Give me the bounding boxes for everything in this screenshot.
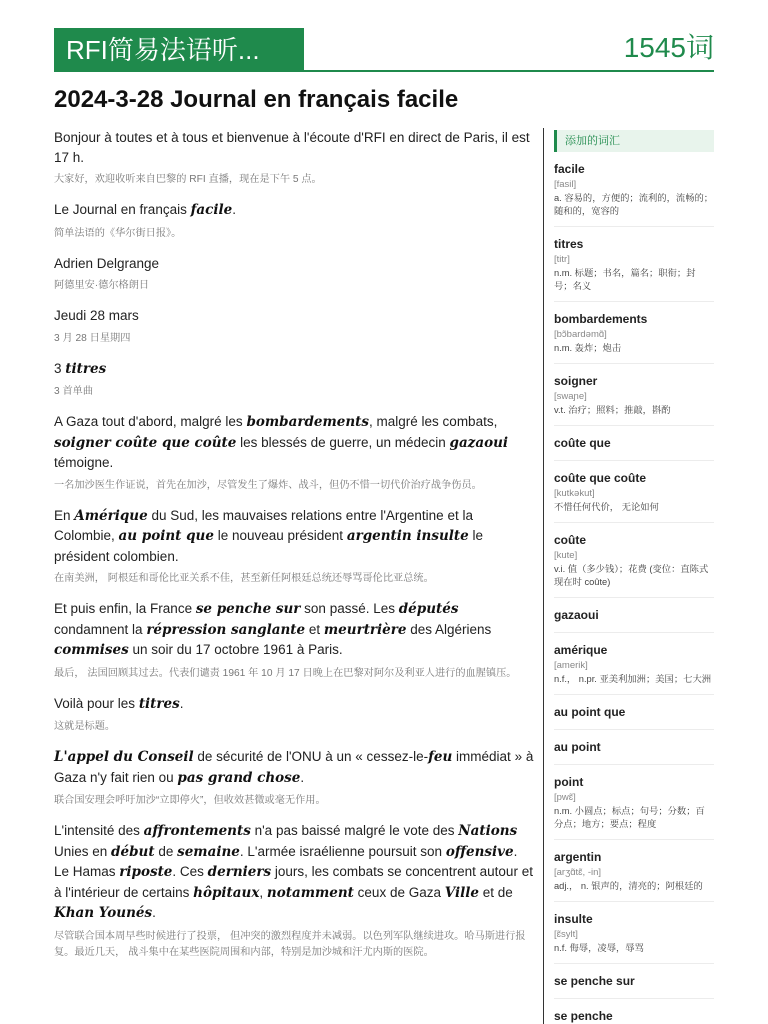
- vocab-word: se penche sur: [554, 974, 635, 988]
- vocab-highlight[interactable]: titres: [65, 360, 107, 377]
- vocab-item[interactable]: [554, 531, 714, 598]
- vocab-highlight[interactable]: pas grand chose: [177, 769, 301, 786]
- vocab-highlight[interactable]: bombardements: [246, 414, 370, 430]
- chinese-translation: 最后， 法国回顾其过去。代表们谴责 1961 年 10 月 17 日晚上在巴黎对阿尔及利亚人进行的血腥镇压。: [54, 667, 517, 679]
- vocab-word: gazaoui: [554, 608, 599, 622]
- chinese-translation: 阿德里安·德尔格朗日: [54, 280, 150, 291]
- chinese-translation: 在南美洲， 阿根廷和哥伦比亚关系不佳，甚至新任阿根廷总统还辱骂哥伦比亚总统。: [54, 573, 434, 584]
- chinese-translation: 联合国安理会呼吁加沙“立即停火”，但收效甚微或毫无作用。: [54, 795, 326, 806]
- text-segment: les blessés de guerre, un médecin: [236, 434, 450, 450]
- vocab-highlight[interactable]: se penche sur: [195, 601, 301, 617]
- vocab-word: soigner: [554, 374, 598, 388]
- vocab-phonetic: [arʒɑ̃tɛ̃, -in]: [554, 867, 602, 878]
- page-title: 2024-3-28 Journal en français facile: [54, 86, 459, 113]
- vocab-item[interactable]: [554, 434, 714, 461]
- text-segment: n'a pas baissé malgré le vote des: [250, 823, 459, 838]
- vocab-highlight[interactable]: Nations: [458, 823, 518, 839]
- text-segment: ,: [259, 884, 267, 900]
- vocab-highlight[interactable]: au point que: [118, 528, 214, 544]
- vocab-highlight[interactable]: meurtrière: [323, 621, 407, 638]
- vocab-highlight[interactable]: riposte: [119, 864, 173, 880]
- chinese-translation: 尽管联合国本周早些时候进行了投票， 但冲突的激烈程度并未减弱。以色列军队继续进攻。哈马斯进行报复。最近几天， 战斗集中在某些医院周围和内部，特别是加沙城和汗尤内斯的医院。: [54, 930, 526, 958]
- vocab-highlight[interactable]: début: [111, 843, 155, 860]
- vocab-highlight[interactable]: facile: [190, 202, 233, 218]
- chinese-translation: 3 月 28 日星期四: [54, 332, 131, 344]
- vocabulary-sidebar: [554, 130, 714, 1024]
- vocab-item[interactable]: [554, 848, 714, 902]
- vocab-item[interactable]: [554, 738, 714, 765]
- vocab-highlight[interactable]: notamment: [266, 884, 354, 901]
- vocab-definition: v.i. 值（多少钱）；花费 (变位：直陈式 现在时 coûte): [554, 564, 709, 587]
- text-segment: Le Journal en français: [54, 202, 191, 217]
- text-segment: .: [152, 905, 156, 920]
- text-segment: de: [154, 843, 178, 859]
- paragraph: [54, 359, 536, 401]
- vocab-highlight[interactable]: argentin insulte: [346, 528, 469, 544]
- paragraph: [54, 599, 536, 682]
- vocab-word: argentin: [554, 850, 602, 864]
- column-divider: [543, 128, 544, 1024]
- french-sentence: [54, 599, 536, 661]
- text-segment: . Le Hamas: [54, 843, 518, 879]
- vocab-highlight[interactable]: L'appel du Conseil: [54, 749, 194, 765]
- vocab-word: coûte que: [554, 436, 611, 450]
- vocab-highlight[interactable]: commises: [54, 642, 129, 658]
- vocab-definition: n.m. 标题；书名，篇名；职衔；封号；名义: [554, 268, 696, 291]
- vocab-phonetic: [kute]: [554, 550, 578, 561]
- vocab-definition: adj.， n. 银声的，清亮的；阿根廷的: [554, 881, 703, 891]
- paragraph: [54, 821, 536, 961]
- chinese-translation: 大家好，欢迎收听来自巴黎的 RFI 直播，现在是下午 5 点。: [54, 174, 322, 185]
- chinese-translation: 这就是标题。: [54, 721, 116, 732]
- text-segment: des Algériens: [406, 621, 492, 637]
- text-segment: Adrien Delgrange: [54, 255, 160, 271]
- vocab-phonetic: [amerik]: [554, 660, 588, 671]
- paragraph: [54, 694, 536, 736]
- vocab-definition: n.f. 侮辱，凌辱，辱骂: [554, 943, 644, 953]
- paragraph: [54, 747, 536, 809]
- paragraph: [54, 412, 536, 494]
- vocab-word: bombardements: [554, 312, 648, 326]
- text-segment: , malgré les combats,: [369, 414, 498, 429]
- vocab-highlight[interactable]: Amérique: [74, 507, 148, 524]
- text-segment: et de: [478, 884, 513, 900]
- vocab-item[interactable]: [554, 606, 714, 633]
- vocab-word: facile: [554, 162, 585, 176]
- text-segment: un soir du 17 octobre 1961 à Paris.: [128, 642, 343, 657]
- vocab-highlight[interactable]: soigner coûte que coûte: [54, 434, 237, 451]
- text-segment: .: [300, 769, 305, 785]
- vocab-word: au point: [554, 740, 601, 754]
- french-sentence: [54, 747, 536, 788]
- text-segment: son passé. Les: [300, 601, 399, 616]
- french-sentence: [54, 359, 536, 380]
- text-segment: jours, les combats se concentrent autour et à l'intérieur de certains: [54, 864, 533, 900]
- vocab-item[interactable]: [554, 641, 714, 695]
- french-sentence: [54, 200, 536, 221]
- vocab-highlight[interactable]: gazaoui: [449, 434, 509, 451]
- text-segment: Unies en: [54, 843, 112, 859]
- vocab-highlight[interactable]: hôpitaux: [193, 884, 260, 901]
- vocab-word: point: [554, 775, 584, 789]
- french-sentence: [54, 306, 536, 326]
- vocab-word: au point que: [554, 705, 626, 719]
- text-segment: et: [305, 621, 324, 637]
- text-segment: Et puis enfin, la France: [54, 601, 196, 616]
- vocab-word: coûte que coûte: [554, 471, 647, 485]
- app-header: [54, 28, 714, 72]
- text-segment: de sécurité de l'ONU à un « cessez-le-: [193, 749, 429, 764]
- paragraph: [54, 200, 536, 242]
- vocab-highlight[interactable]: derniers: [207, 864, 272, 880]
- vocab-item[interactable]: [554, 703, 714, 730]
- vocab-highlight[interactable]: affrontements: [143, 823, 251, 839]
- vocab-word: coûte: [554, 533, 587, 547]
- vocabulary-list: [554, 160, 714, 1024]
- text-segment: immédiat » à Gaza n'y fait rien ou: [54, 749, 534, 785]
- vocab-item[interactable]: [554, 1007, 714, 1024]
- vocab-word: amérique: [554, 643, 608, 657]
- header-underline: [304, 70, 714, 72]
- text-segment: Bonjour à toutes et à tous et bienvenue à l'écoute d'RFI en direct de Paris, il est 17 h.: [54, 130, 530, 165]
- vocab-word: se penche: [554, 1009, 613, 1023]
- vocab-highlight[interactable]: titres: [138, 695, 180, 712]
- vocabulary-header: 添加的词汇: [554, 130, 714, 152]
- vocab-highlight[interactable]: députés: [398, 601, 459, 617]
- text-segment: le nouveau président: [213, 528, 347, 543]
- text-segment: L'intensité des: [54, 823, 144, 838]
- french-sentence: [54, 506, 536, 567]
- text-segment: du Sud, les mauvaises relations entre l'Argentine et la Colombie,: [54, 507, 473, 543]
- vocab-definition: n.m. 轰炸；炮击: [554, 343, 622, 353]
- vocab-item[interactable]: [554, 910, 714, 964]
- text-segment: condamnent la: [54, 621, 147, 637]
- text-segment: A Gaza tout d'abord, malgré les: [54, 414, 247, 429]
- vocab-definition: v.t. 治疗；照料；推敲，斟酌: [554, 405, 671, 415]
- vocab-highlight[interactable]: offensive: [445, 843, 514, 860]
- text-segment: Voilà pour les: [54, 695, 139, 711]
- vocab-word: insulte: [554, 912, 593, 926]
- french-sentence: [54, 128, 536, 167]
- vocab-phonetic: [pwɛ̃]: [554, 792, 576, 803]
- text-segment: le président colombien.: [54, 528, 483, 564]
- vocab-definition: n.m. 小圆点；标点；句号；分数；百分点；地方；要点；程度: [554, 806, 705, 829]
- article-body: [54, 128, 536, 973]
- text-segment: ceux de Gaza: [353, 884, 445, 900]
- text-segment: .: [232, 202, 236, 217]
- french-sentence: [54, 254, 536, 274]
- text-segment: Jeudi 28 mars: [54, 308, 139, 323]
- vocab-phonetic: [swaɲe]: [554, 391, 587, 402]
- vocab-highlight[interactable]: semaine: [177, 843, 240, 860]
- vocab-item[interactable]: [554, 469, 714, 523]
- text-segment: . L'armée israélienne poursuit son: [239, 843, 446, 859]
- text-segment: En: [54, 507, 75, 523]
- text-segment: .: [179, 695, 184, 711]
- vocab-item[interactable]: [554, 310, 714, 364]
- chinese-translation: 简单法语的《华尔街日报》。: [54, 227, 182, 239]
- vocab-phonetic: [ɛ̃sylt]: [554, 929, 578, 940]
- vocab-phonetic: [bɔ̃bardəmɑ̃]: [554, 329, 607, 340]
- paragraph: [54, 306, 536, 347]
- vocab-definition: a. 容易的，方便的；流利的，流畅的；随和的，宽容的: [554, 193, 714, 216]
- vocab-word: titres: [554, 237, 584, 251]
- vocab-item[interactable]: [554, 972, 714, 999]
- word-count: 1545词: [623, 32, 714, 63]
- vocab-item[interactable]: [554, 773, 714, 840]
- french-sentence: [54, 694, 536, 715]
- vocab-highlight[interactable]: Khan Younés: [54, 905, 153, 921]
- text-segment: témoigne.: [54, 455, 114, 470]
- french-sentence: [54, 821, 536, 924]
- vocab-phonetic: [titr]: [554, 254, 570, 265]
- text-segment: . Ces: [172, 864, 208, 879]
- french-sentence: [54, 412, 536, 473]
- vocab-highlight[interactable]: répression sanglante: [146, 621, 306, 638]
- vocab-highlight[interactable]: feu: [428, 749, 453, 765]
- text-segment: 3: [54, 360, 66, 376]
- vocab-definition: n.f.， n.pr. 亚美利加洲；美国；七大洲: [554, 674, 712, 684]
- vocab-phonetic: [fasil]: [554, 179, 577, 190]
- vocab-item[interactable]: [554, 372, 714, 426]
- chinese-translation: 3 首单曲: [54, 386, 94, 397]
- paragraph: [54, 254, 536, 295]
- vocab-definition: 不惜任何代价， 无论如何: [554, 502, 659, 512]
- vocab-highlight[interactable]: Ville: [444, 884, 479, 901]
- app-brand-title[interactable]: RFI简易法语听...: [54, 28, 304, 72]
- vocab-item[interactable]: [554, 160, 714, 227]
- vocab-phonetic: [kutkəkut]: [554, 488, 595, 499]
- paragraph: [54, 128, 536, 188]
- chinese-translation: 一名加沙医生作证说，首先在加沙，尽管发生了爆炸、战斗，但仍不惜一切代价治疗战争伤员。: [54, 479, 482, 491]
- vocab-item[interactable]: [554, 235, 714, 302]
- paragraph: [54, 506, 536, 588]
